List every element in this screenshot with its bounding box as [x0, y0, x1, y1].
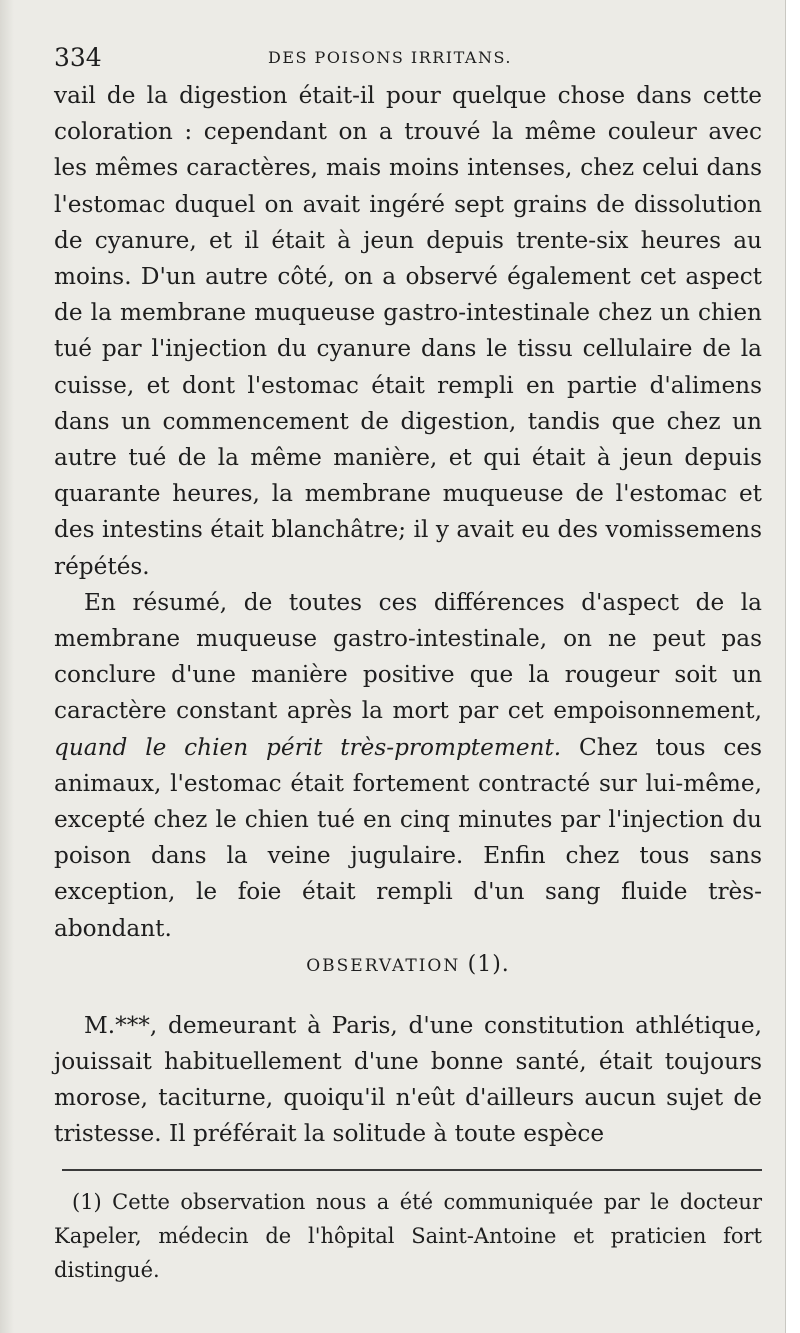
footnote: (1) Cette observation nous a été communiquée par le docteur Kapeler, médecin de l'hôpital Saint-Antoine et praticien fort distingué. [54, 1189, 762, 1282]
footnote-rule [62, 1169, 762, 1171]
paragraph-summary [54, 585, 762, 947]
observation-title: OBSERVATION [306, 955, 461, 976]
observation-note-ref: (1). [467, 951, 510, 977]
running-head: DES POISONS IRRITANS. [268, 48, 512, 67]
paragraph-observation: M.***, demeurant à Paris, d'une constitution athlétique, jouissait habituellement d'une bonne santé, était toujours morose, taciturne, quoiqu'il n'eût d'ailleurs aucun sujet de tristesse. Il préférait la solitude à toute espèce [54, 1011, 762, 1148]
page-gutter-shadow [0, 0, 14, 1333]
page-number: 334 [54, 43, 102, 72]
observation-heading [54, 947, 762, 984]
summary-italic-phrase: quand le chien périt très-promptement. [54, 733, 562, 761]
summary-text-end: Chez tous ces animaux, l'estomac était fortement contracté sur lui-même, excepté chez le chien tué en cinq minutes par l'injection du poison dans la veine jugulaire. Enfin chez tous sans exception, le foie était rempli d'un sang fluide très-abondant. [54, 733, 763, 942]
body-text [54, 78, 762, 1153]
summary-text-start: En résumé, de toutes ces différences d'aspect de la membrane muqueuse gastro-intestinale, on ne peut pas conclure d'une manière positive que la rougeur soit un caractère constant après la mort par cet empoisonnement, [54, 588, 762, 725]
page-header [54, 38, 762, 78]
page-text-block [54, 38, 762, 1287]
paragraph-continuation: vail de la digestion était-il pour quelque chose dans cette coloration : cependant on a trouvé la même couleur avec les mêmes caractères, mais moins intenses, chez celui dans l'estomac duquel on avait ingéré sept grains de dissolution de cyanure, et il était à jeun depuis trente-six heures au moins. D'un autre côté, on a observé également cet aspect de la membrane muqueuse gastro-intestinale chez un chien tué par l'injection du cyanure dans le tissu cellulaire de la cuisse, et dont l'estomac était rempli en partie d'alimens dans un commencement de digestion, tandis que chez un autre tué de la même manière, et qui était à jeun depuis quarante heures, la membrane muqueuse de l'estomac et des intestins était blanchâtre; il y avait eu des vomissemens répétés. [54, 82, 762, 580]
